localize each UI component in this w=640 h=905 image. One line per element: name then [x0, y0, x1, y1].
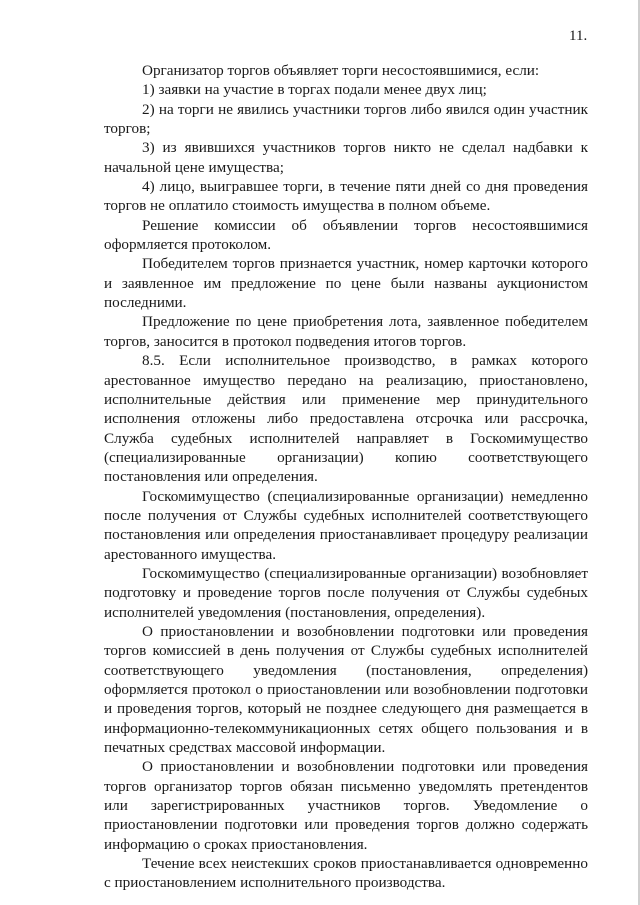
- document-body: [104, 61, 588, 893]
- paragraph-suspension: Госкомимущество (специализированные организации) немедленно после получения от Службы судебных исполнителей соответствующего постановления или определения приостанавливает процедуру реализации арестованного имущества.: [104, 487, 588, 563]
- list-item-4: 4) лицо, выигравшее торги, в течение пяти дней со дня проведения торгов не оплатило стоимость имущества в полном объеме.: [104, 178, 588, 215]
- paragraph-intro: Организатор торгов объявляет торги несостоявшимися, если:: [142, 62, 540, 79]
- paragraph-winner: Победителем торгов признается участник, номер карточки которого и заявленное им предложение по цене были названы аукционистом последними.: [104, 255, 588, 312]
- list-item-1: 1) заявки на участие в торгах подали менее двух лиц;: [142, 81, 487, 99]
- paragraph-protocol: О приостановлении и возобновлении подготовки или проведения торгов комиссией в день получения от Службы судебных исполнителей соответствующего уведомления (постановления, определения) оформляется протокол о приостановлении или возобновлении подготовки и проведения торгов, который не позднее следующего дня размещается в информационно-телекоммуникационных сетях общего пользования и в печатных средствах массовой информации.: [104, 622, 588, 757]
- paragraph-notification: О приостановлении и возобновлении подготовки или проведения торгов организатор торгов обязан письменно уведомлять претендентов или зарегистрированных участников торгов. Уведомление о приостановлении подготовки или проведения торгов должно содержать информацию о сроках приостановления.: [104, 758, 588, 853]
- list-item-2: 2) на торги не явились участники торгов либо явился один участник торгов;: [104, 100, 588, 138]
- page-number: 11.: [569, 28, 588, 44]
- paragraph-commission-decision: Решение комиссии об объявлении торгов несостоявшимися оформляется протоколом.: [104, 216, 588, 254]
- paragraph-price-offer: Предложение по цене приобретения лота, заявленное победителем торгов, заносится в протокол подведения итогов торгов.: [104, 313, 588, 350]
- paragraph-deadlines: Течение всех неистекших сроков приостанавливается одновременно с приостановлением исполнительного производства.: [104, 855, 588, 892]
- paragraph-resumption: Госкомимущество (специализированные организации) возобновляет подготовку и проведение торгов после получения от Службы судебных исполнителей уведомления (постановления, определения).: [104, 564, 588, 621]
- list-item-3: 3) из явившихся участников торгов никто не сделал надбавки к начальной цене имущества;: [104, 139, 588, 176]
- paragraph-section-8-5: 8.5. Если исполнительное производство, в рамках которого арестованное имущество передано на реализацию, приостановлено, исполнительные действия или применение мер принудительного исполнения отложены либо предоставлена отсрочка или рассрочка, Служба судебных исполнителей направляет в Госкомимущество (специализированные организации) копию соответствующего постановления или определения.: [104, 352, 588, 486]
